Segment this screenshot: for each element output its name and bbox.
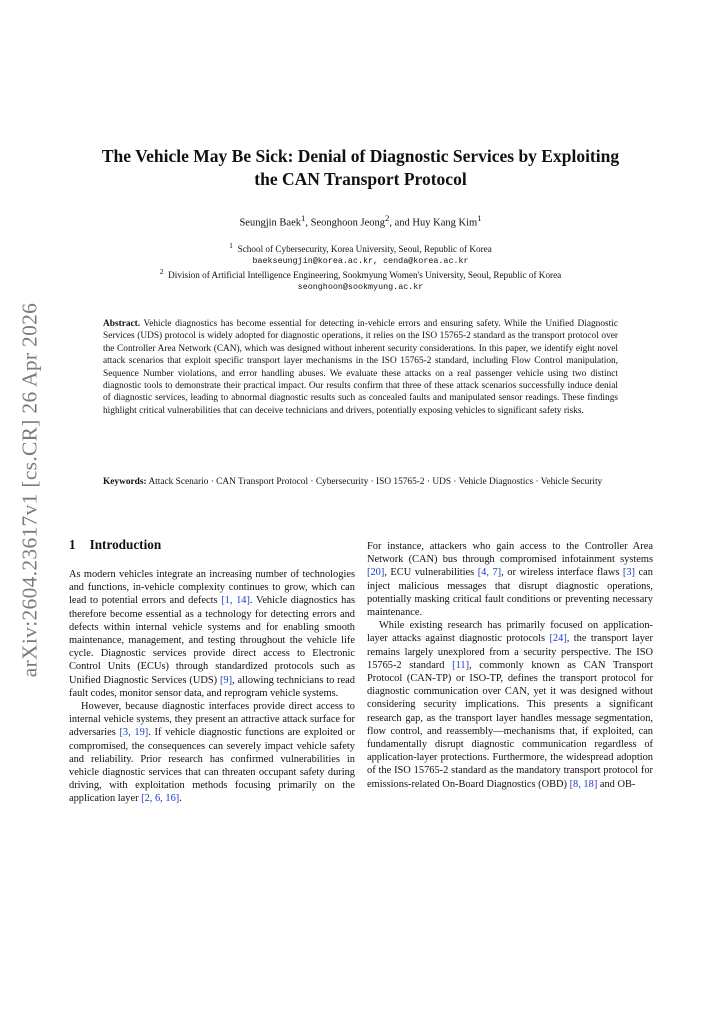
citation-link[interactable]: [20] xyxy=(367,567,385,579)
text-run: . If vehicle diagnostic functions are exploited or compromised, the consequences can severely impact vehicle safety and reliability. Prior research has confirmed vulnerabilities in vehicle diagnostic services that can threaten occupant safety during driving, with exploitation methods focusing primarily on the application layer xyxy=(69,727,356,805)
text-run: , ECU vulnerabilities xyxy=(384,567,478,579)
paragraph xyxy=(69,700,355,806)
text-run: and OB- xyxy=(597,778,636,790)
citation-link[interactable]: [11] xyxy=(452,659,470,671)
text-run: . xyxy=(179,793,182,805)
affiliation-emails: seonghoon@sookmyung.ac.kr xyxy=(297,282,424,293)
affiliation-2 xyxy=(60,266,661,293)
author-affil-mark: 1 xyxy=(477,213,482,223)
title-line-2: the CAN Transport Protocol xyxy=(254,169,467,189)
author-separator: , xyxy=(305,217,311,229)
paragraph xyxy=(367,540,653,619)
text-run: , the transport layer remains largely unexplored from a security perspective. The ISO 15765-2 standard xyxy=(367,633,653,671)
text-run: However, because diagnostic interfaces provide direct access to internal vehicle systems, they present an attractive attack surface for adversaries xyxy=(69,701,355,739)
citation-link[interactable]: [3] xyxy=(622,567,636,579)
citation-link[interactable]: [3, 19] xyxy=(119,727,149,739)
paragraph xyxy=(69,568,355,700)
affiliation-text: School of Cybersecurity, Korea University, Seoul, Republic of Korea xyxy=(237,244,492,255)
affiliation-mark: 2 xyxy=(159,267,164,276)
text-run: can inject malicious messages that disrupt diagnostic operations, potentially masking critical fault conditions or preventing necessary maintenance. xyxy=(367,567,653,619)
citation-link[interactable]: [8, 18] xyxy=(569,778,598,790)
arxiv-identifier-text: arXiv:2604.23617v1 [cs.CR] 26 Apr 2026 xyxy=(17,302,42,678)
arxiv-identifier xyxy=(0,280,60,700)
citation-link[interactable]: [1, 14] xyxy=(221,595,250,607)
text-run: While existing research has primarily focused on application-layer attacks against diagnostic protocols xyxy=(367,620,653,645)
section-heading xyxy=(69,537,161,553)
affiliation-mark: 1 xyxy=(229,241,233,250)
text-run: , commonly known as CAN Transport Protocol (CAN-TP) or ISO-TP, defines the transport protocol for diagnostic communication over CAN, yet it was designed without considering security implications. This presents a significant research gap, as the transport layer handles message segmentation, flow control, and reassembly—mechanisms that, if exploited, can fundamentally disrupt diagnostic communication regardless of application-layer protections. Furthermore, the widespread adoption of the ISO 15765-2 standard as the mandatory transport protocol for emissions-related On-Board Diagnostics (OBD) xyxy=(367,659,653,790)
text-run: , allowing technicians to read fault codes, monitor sensor data, and reprogram vehicle systems. xyxy=(69,674,355,699)
abstract-label: Abstract. xyxy=(103,319,141,329)
keywords xyxy=(103,476,618,488)
text-run: , or wireless interface flaws xyxy=(501,567,623,579)
citation-link[interactable]: [24] xyxy=(549,633,567,645)
author-affil-mark: 2 xyxy=(385,213,390,223)
affiliation-1 xyxy=(60,240,661,267)
author-list xyxy=(60,213,661,229)
paper-title xyxy=(60,145,661,191)
abstract-text: Vehicle diagnostics has become essential for detecting in-vehicle errors and ensuring safety. While the Unified Diagnostic Services (UDS) protocol is widely adopted for diagnostic operations, it relies on the ISO 15765-2 standard as the transport protocol over the Controller Area Network (CAN), which was designed without inherent security considerations. In this paper, we identify eight novel attack scenarios that exploit specific transport layer mechanisms in the ISO 15765-2 standard, including Flow Control manipulation, Sequence Number violations, and error handling abuses. We evaluate these attacks on a real passenger vehicle using two distinct diagnostic tools to demonstrate their practical impact. Our results confirm that three of these attack scenarios successfully induce denial of diagnostic services, leading to abnormal diagnostic results such as concealed faults and manipulated sensor readings. These findings highlight critical vulnerabilities that can deceive technicians and drivers, potentially exposing vehicles to significant safety risks. xyxy=(103,319,618,416)
author-name: Huy Kang Kim xyxy=(412,217,478,229)
author-name: Seungjin Baek xyxy=(239,217,301,229)
text-run: . Vehicle diagnostics has therefore become essential as a technology for detecting errors and defects within internal vehicle systems and for enabling smooth maintenance, management, and testing throughout the vehicle life cycle. Diagnostic services provide direct access to Electronic Control Units (ECUs) through standardized protocols such as Unified Diagnostic Services (UDS) xyxy=(69,595,355,686)
author-separator: , and xyxy=(389,217,413,229)
text-run: For instance, attackers who gain access to the Controller Area Network (CAN) bus through compromised infotainment systems xyxy=(367,541,653,566)
author-affil-mark: 1 xyxy=(301,213,306,223)
paragraph xyxy=(367,619,653,791)
right-column xyxy=(367,540,653,791)
affiliation-text: Division of Artificial Intelligence Engineering, Sookmyung Women's University, Seoul, Republic of Korea xyxy=(168,270,562,281)
section-title: Introduction xyxy=(89,537,162,552)
title-line-1: The Vehicle May Be Sick: Denial of Diagnostic Services by Exploiting xyxy=(101,146,620,166)
citation-link[interactable]: [4, 7] xyxy=(477,567,502,579)
text-run: As modern vehicles integrate an increasing number of technologies and functions, in-vehicle complexity continues to grow, which can lead to potential errors and defects xyxy=(69,569,355,607)
section-number: 1 xyxy=(69,537,76,552)
citation-link[interactable]: [9] xyxy=(219,674,233,686)
abstract xyxy=(103,318,618,417)
keywords-label: Keywords: xyxy=(103,477,147,487)
keywords-text: Attack Scenario · CAN Transport Protocol · Cybersecurity · ISO 15765-2 · UDS · Vehicle Diagnostics · Vehicle Security xyxy=(148,477,603,487)
affiliation-emails: baekseungjin@korea.ac.kr, cenda@korea.ac.kr xyxy=(252,256,469,267)
left-column xyxy=(69,568,355,806)
citation-link[interactable]: [2, 6, 16] xyxy=(141,793,180,805)
author-name: Seonghoon Jeong xyxy=(310,217,385,229)
